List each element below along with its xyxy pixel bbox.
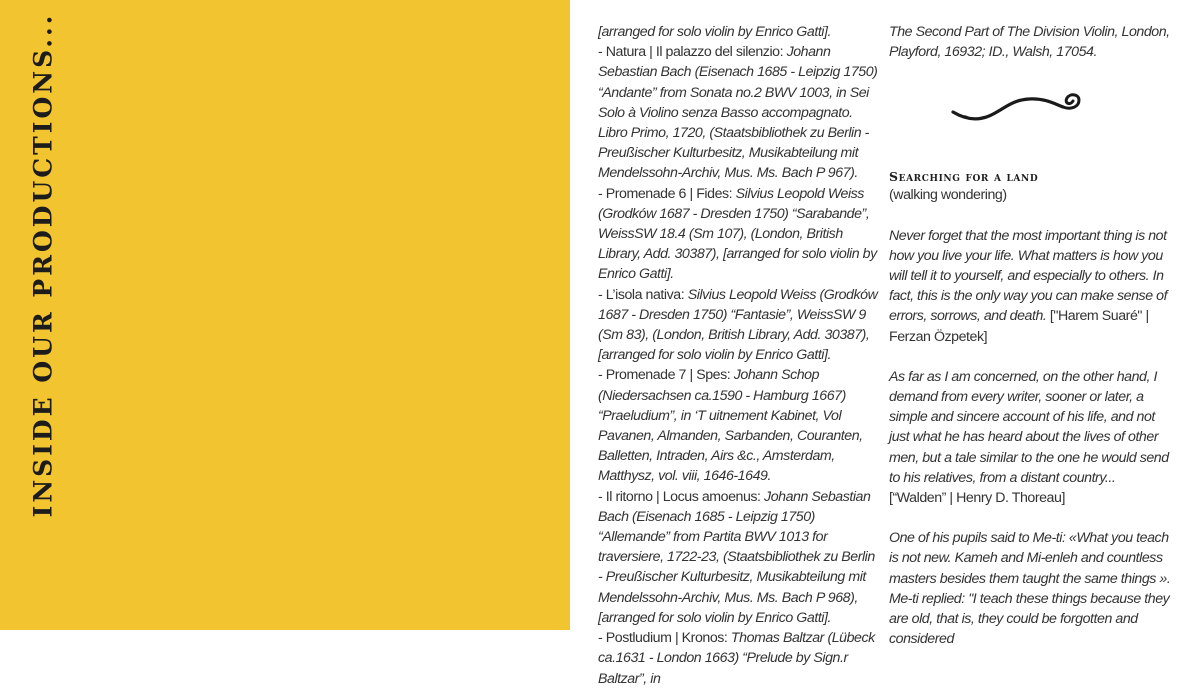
- track-label: - Postludium | Kronos:: [598, 630, 731, 647]
- quote-paragraph: [889, 367, 1173, 508]
- paragraph: [598, 487, 882, 628]
- spacer: [889, 206, 1173, 226]
- left-text-column: [598, 22, 882, 687]
- section-vertical-title: INSIDE OUR PRODUCTIONS...: [28, 12, 58, 518]
- track-credit: Johann Schop (Niedersachsen ca.1590 - Hamburg 1667) “Praeludium”, in ‘T uitnement Kabinet, Vol Pavanen, Almanden, Sarbanden, Couranten, Balletten, Intraden, Airs &c., Amsterdam, Matthysz, vol. viii, 1646-1649.: [598, 367, 863, 485]
- quote-text: Never forget that the most important thing is not how you live your life. What matters is how you will tell it to yourself, and especially to others. In fact, this is the only way you can make sense of errors, sorrows, and death.: [889, 227, 1168, 325]
- paragraph: [598, 184, 882, 285]
- quote-text: As far as I am concerned, on the other hand, I demand from every writer, sooner or later, a simple and sincere account of his life, and not just what he has heard about the lives of other men, but a tale similar to the one he would send to his relatives, from a distant country...: [889, 368, 1169, 486]
- quote-source: [“Walden” | Henry D. Thoreau]: [889, 490, 1065, 507]
- paragraph: [598, 22, 882, 42]
- quote-paragraph: [889, 528, 1173, 589]
- paragraph: [598, 42, 882, 183]
- track-label: - Il ritorno | Locus amoenus:: [598, 488, 765, 505]
- section-subheading: (walking wondering): [889, 187, 1007, 204]
- track-label: - Promenade 6 | Fides:: [598, 185, 736, 202]
- paragraph: [889, 22, 1173, 62]
- quote-paragraph: [889, 226, 1173, 347]
- paragraph: [598, 285, 882, 366]
- track-credit: Silvius Leopold Weiss (Grodków 1687 - Dresden 1750) “Sarabande”, WeissSW 18.4 (Sm 107), (London, British Library, Add. 30387), [arranged for solo violin by Enrico Gatti].: [598, 185, 877, 283]
- track-label: - L’isola nativa:: [598, 286, 688, 303]
- italic-text: [arranged for solo violin by Enrico Gatti].: [598, 24, 831, 40]
- italic-text: The Second Part of The Division Violin, London, Playford, 16932; ID., Walsh, 17054.: [889, 24, 1170, 61]
- section-heading: Searching for a land: [889, 169, 1039, 185]
- track-credit: Thomas Baltzar (Lübeck ca.1631 - London 1663) “Prelude by Sign.r Baltzar”, in: [598, 630, 875, 687]
- right-text-column: [889, 22, 1173, 648]
- track-credit: Silvius Leopold Weiss (Grodków 1687 - Dresden 1750) “Fantasie”, WeissSW 9 (Sm 83), (London, British Library, Add. 30387), [arranged for solo violin by Enrico Gatti].: [598, 286, 878, 364]
- spacer: [889, 508, 1173, 528]
- quote-paragraph: [889, 589, 1173, 650]
- spacer: [889, 347, 1173, 367]
- yellow-side-panel: [0, 0, 570, 630]
- paragraph: [598, 628, 882, 689]
- track-credit: Johann Sebastian Bach (Eisenach 1685 - Leipzig 1750) “Allemande” from Partita BWV 1013 for traversiere, 1722-23, (Staatsbibliothek zu Berlin - Preußischer Kulturbesitz, Musikabteilung mit Mendelssohn-Archiv, Mus. Ms. Bach P 968), [arranged for solo violin by Enrico Gatti].: [598, 488, 875, 626]
- quote-text: Me-ti replied: "I teach these things because they are old, that is, they could be forgotten and considered: [889, 590, 1170, 648]
- quote-text: One of his pupils said to Me-ti: «What you teach is not new. Kameh and Mi-enleh and countless masters besides them taught the same things ».: [889, 530, 1171, 587]
- track-label: - Natura | Il palazzo del silenzio:: [598, 44, 787, 61]
- swirl-ornament-icon: [951, 92, 1085, 128]
- paragraph: [598, 365, 882, 486]
- track-credit: Johann Sebastian Bach (Eisenach 1685 - Leipzig 1750) “Andante” from Sonata no.2 BWV 1003, in Sei Solo à Violino senza Basso accompagnato. Libro Primo, 1720, (Staatsbibliothek zu Berlin - Preußischer Kulturbesitz, Musikabteilung mit Mendelssohn-Archiv, Mus. Ms. Bach P 967).: [598, 44, 878, 182]
- track-label: - Promenade 7 | Spes:: [598, 367, 734, 384]
- quote-source: ["Harem Suaré" | Ferzan Özpetek]: [889, 308, 1149, 345]
